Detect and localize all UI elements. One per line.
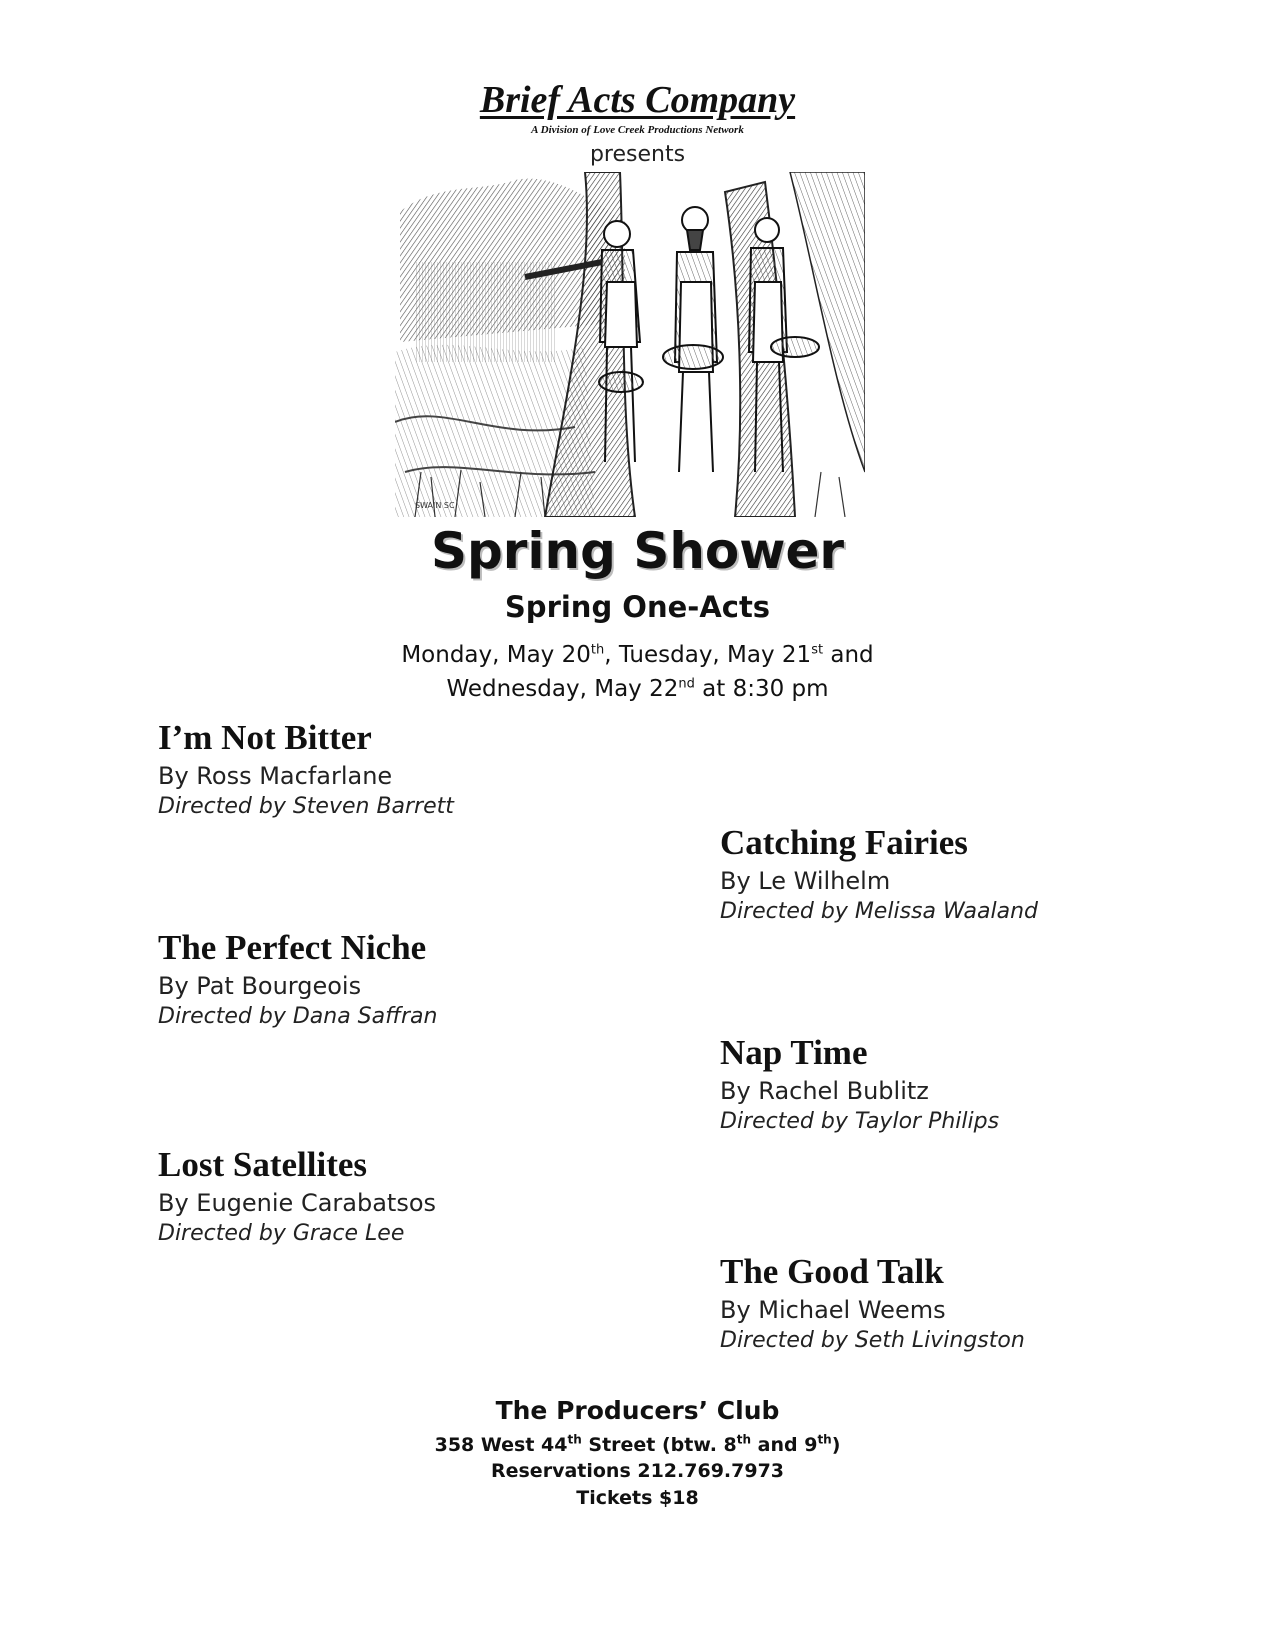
dates-line-1: Monday, May 20th, Tuesday, May 21st and <box>401 642 874 668</box>
show-subtitle: Spring One-Acts <box>504 590 771 624</box>
engraver-signature: SWAIN SC <box>415 501 455 510</box>
engraving-three-men-with-baskets-icon <box>395 172 865 517</box>
play-director: Directed by Melissa Waaland <box>720 899 1038 924</box>
play-item <box>720 1033 1180 1137</box>
dates-line-2: Wednesday, May 22nd at 8:30 pm <box>446 676 829 702</box>
play-title: The Good Talk <box>720 1252 944 1291</box>
venue-name: The Producers’ Club <box>495 1396 780 1425</box>
play-title: Lost Satellites <box>158 1145 368 1184</box>
play-author: By Rachel Bublitz <box>720 1077 929 1105</box>
engraving-illustration <box>395 172 865 517</box>
show-title: Spring Shower <box>430 522 845 580</box>
play-item <box>720 1252 1180 1356</box>
reservations-phone: Reservations 212.769.7973 <box>490 1460 785 1482</box>
presents-label: presents <box>589 142 686 167</box>
play-item <box>720 823 1180 927</box>
play-author: By Eugenie Carabatsos <box>158 1189 437 1217</box>
company-division: A Division of Love Creek Productions Network <box>531 124 744 136</box>
ticket-price: Tickets $18 <box>576 1487 699 1509</box>
play-title: I’m Not Bitter <box>158 718 372 757</box>
play-director: Directed by Seth Livingston <box>720 1328 1025 1353</box>
play-item <box>158 718 618 822</box>
venue-address: 358 West 44th Street (btw. 8th and 9th) <box>434 1432 841 1456</box>
play-director: Directed by Dana Saffran <box>158 1004 438 1029</box>
play-item <box>158 928 618 1032</box>
play-title: The Perfect Niche <box>158 928 427 967</box>
show-dates <box>0 638 1275 706</box>
play-author: By Ross Macfarlane <box>158 762 393 790</box>
play-director: Directed by Taylor Philips <box>720 1109 1000 1134</box>
play-director: Directed by Grace Lee <box>158 1221 405 1246</box>
play-director: Directed by Steven Barrett <box>158 794 454 819</box>
play-title: Catching Fairies <box>720 823 968 862</box>
play-author: By Pat Bourgeois <box>158 972 362 1000</box>
play-item <box>158 1145 618 1249</box>
play-author: By Le Wilhelm <box>720 867 891 895</box>
company-name: Brief Acts Company <box>479 79 796 121</box>
play-title: Nap Time <box>720 1033 868 1072</box>
play-author: By Michael Weems <box>720 1296 946 1324</box>
